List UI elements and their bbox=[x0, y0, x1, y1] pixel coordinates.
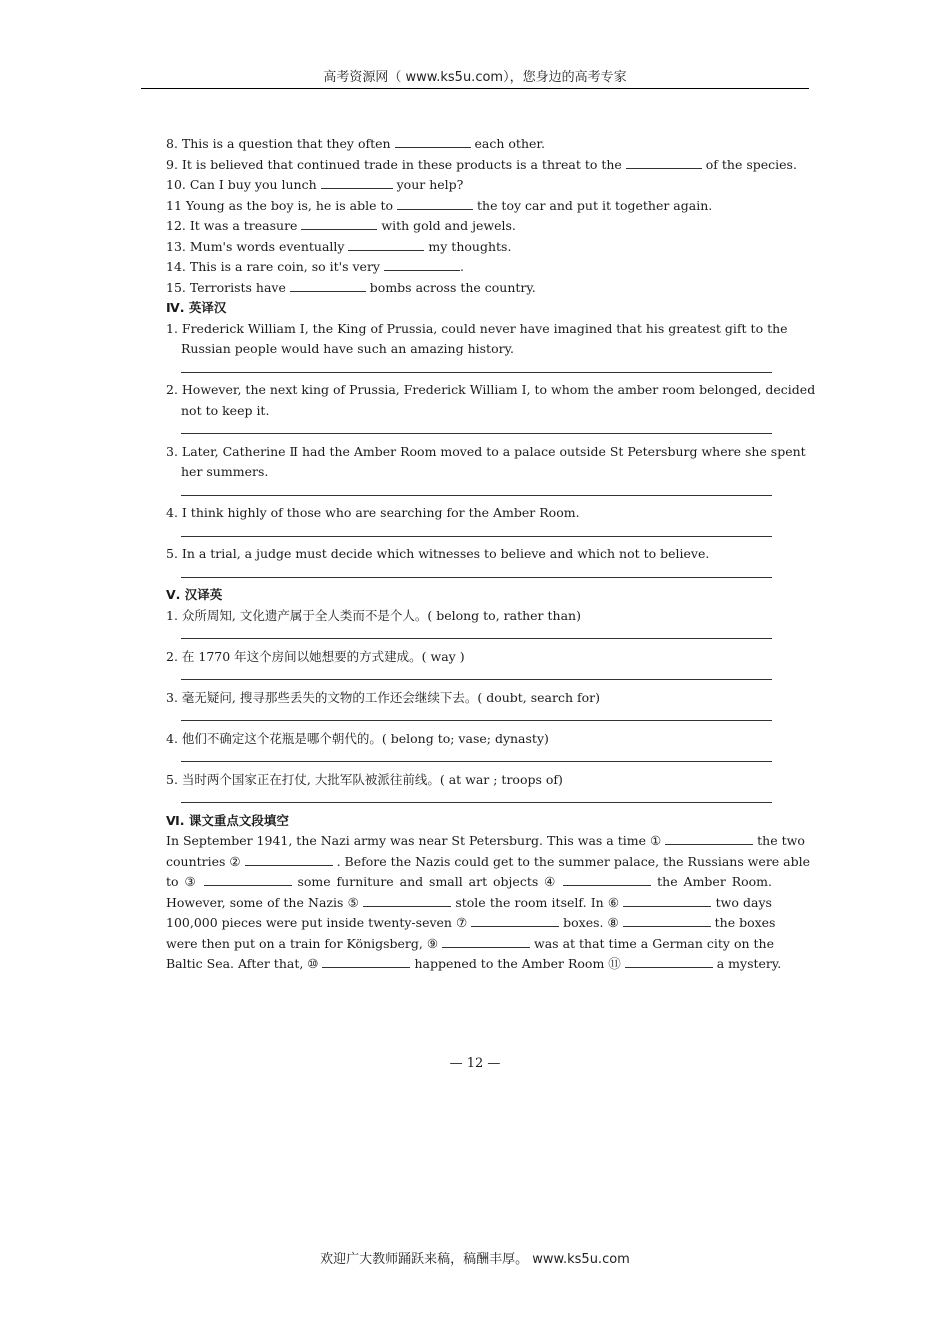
answer-blank[interactable] bbox=[384, 257, 460, 271]
passage-line bbox=[166, 913, 776, 934]
question-9: 9. It is believed that continued trade in these products is a threat to the of the species. bbox=[166, 156, 797, 172]
passage-blank[interactable] bbox=[245, 852, 333, 866]
translation-item: 4. I think highly of those who are searching for the Amber Room. bbox=[166, 505, 580, 520]
answer-line[interactable] bbox=[166, 626, 772, 647]
question-15: 15. Terrorists have bombs across the country. bbox=[166, 279, 536, 295]
question-10: 10. Can I buy you lunch your help? bbox=[166, 177, 464, 192]
translation-item: 2. 在 1770 年这个房间以她想要的方式建成。( way ) bbox=[166, 648, 465, 664]
answer-line[interactable] bbox=[166, 667, 772, 688]
question-14: 14. This is a rare coin, so it's very . bbox=[166, 259, 464, 274]
answer-blank[interactable] bbox=[321, 175, 393, 189]
translation-item: 4. 他们不确定这个花瓶是哪个朝代的。( belong to; vase; dynasty) bbox=[166, 730, 549, 746]
passage-text: the Amber Room. bbox=[657, 874, 772, 889]
answer-blank[interactable] bbox=[395, 134, 471, 148]
answer-line[interactable] bbox=[166, 749, 772, 770]
passage-blank[interactable] bbox=[322, 954, 410, 968]
passage-blank[interactable] bbox=[471, 913, 559, 927]
answer-line[interactable] bbox=[166, 565, 772, 586]
passage-blank[interactable] bbox=[623, 893, 711, 907]
passage-text: countries ② bbox=[166, 853, 241, 869]
question-12: 12. It was a treasure with gold and jewels. bbox=[166, 218, 516, 233]
answer-line[interactable] bbox=[166, 708, 772, 729]
passage-text: the boxes bbox=[714, 915, 776, 930]
answer-blank[interactable] bbox=[301, 216, 377, 230]
translation-item: 1. 众所周知, 文化遗产属于全人类而不是个人。( belong to, rather than) bbox=[166, 607, 581, 623]
passage-fill-section bbox=[166, 811, 811, 975]
answer-blank[interactable] bbox=[290, 278, 366, 292]
page-header: 高考资源网（ www.ks5u.com），您身边的高考专家 bbox=[323, 70, 627, 85]
translation-item: 2. However, the next king of Prussia, Frederick William I, to whom the amber room belonged, decided bbox=[166, 382, 816, 397]
question-8: 8. This is a question that they often each other. bbox=[166, 136, 545, 151]
translation-item-cont: not to keep it. bbox=[181, 402, 270, 418]
passage-line bbox=[166, 872, 772, 893]
answer-blank[interactable] bbox=[397, 196, 473, 210]
answer-line[interactable] bbox=[166, 421, 772, 442]
fill-in-section bbox=[166, 134, 797, 298]
passage-paragraph bbox=[166, 831, 811, 975]
passage-blank[interactable] bbox=[442, 934, 530, 948]
header-rule bbox=[141, 88, 809, 89]
chinese-to-english-section bbox=[166, 585, 772, 811]
translation-item: 1. Frederick William I, the King of Prussia, could never have imagined that his greatest gift to the bbox=[166, 320, 788, 336]
passage-blank[interactable] bbox=[625, 954, 713, 968]
passage-blank[interactable] bbox=[204, 872, 292, 886]
passage-line bbox=[166, 852, 811, 873]
passage-text: . Before the Nazis could get to the summer palace, the Russians were able bbox=[336, 853, 811, 869]
passage-text: was at that time a German city on the bbox=[534, 935, 774, 951]
answer-blank[interactable] bbox=[626, 155, 702, 169]
answer-line[interactable] bbox=[166, 524, 772, 545]
passage-blank[interactable] bbox=[623, 913, 711, 927]
translation-item-cont: Russian people would have such an amazing history. bbox=[181, 341, 514, 356]
section-title: Ⅵ. 课文重点文段填空 bbox=[166, 812, 289, 828]
translation-item: 5. 当时两个国家正在打仗, 大批军队被派往前线。( at war ; troops of) bbox=[166, 771, 563, 787]
passage-text: a mystery. bbox=[716, 956, 782, 971]
passage-text: boxes. ⑧ bbox=[563, 915, 619, 930]
passage-text: stole the room itself. In ⑥ bbox=[455, 894, 620, 910]
translation-item: 5. In a trial, a judge must decide which witnesses to believe and which not to believe. bbox=[166, 546, 710, 561]
answer-blank[interactable] bbox=[348, 237, 424, 251]
passage-blank[interactable] bbox=[563, 872, 651, 886]
passage-text: the two bbox=[757, 833, 805, 848]
answer-line[interactable] bbox=[166, 483, 772, 504]
passage-text: However, some of the Nazis ⑤ bbox=[166, 894, 359, 910]
passage-text: In September 1941, the Nazi army was near St Petersburg. This was a time ① bbox=[166, 833, 662, 848]
passage-text: two days bbox=[715, 894, 772, 910]
passage-line bbox=[166, 831, 805, 852]
passage-line bbox=[166, 893, 772, 914]
passage-text: Baltic Sea. After that, ⑩ bbox=[166, 956, 319, 971]
question-13: 13. Mum's words eventually my thoughts. bbox=[166, 238, 512, 254]
passage-line bbox=[166, 954, 782, 975]
translation-item: 3. 毫无疑问, 搜寻那些丢失的文物的工作还会继续下去。( doubt, search for) bbox=[166, 689, 601, 705]
passage-blank[interactable] bbox=[665, 831, 753, 845]
translation-item-cont: her summers. bbox=[181, 464, 269, 479]
translation-item: 3. Later, Catherine Ⅱ had the Amber Room moved to a palace outside St Petersburg where she spent bbox=[166, 443, 806, 459]
page-footer: 欢迎广大教师踊跃来稿，稿酬丰厚。 www.ks5u.com bbox=[320, 1252, 630, 1267]
section-title: Ⅳ. 英译汉 bbox=[166, 300, 227, 315]
passage-line bbox=[166, 934, 772, 955]
passage-text: 100,000 pieces were put inside twenty-seven ⑦ bbox=[166, 915, 468, 930]
answer-line[interactable] bbox=[166, 360, 772, 381]
worksheet-content bbox=[166, 134, 816, 975]
page-number: — 12 — bbox=[449, 1056, 501, 1071]
section-title: Ⅴ. 汉译英 bbox=[166, 587, 223, 602]
passage-text: happened to the Amber Room ⑪ bbox=[414, 956, 621, 971]
passage-text: were then put on a train for Königsberg, ⑨ bbox=[166, 935, 439, 951]
answer-line[interactable] bbox=[166, 790, 772, 811]
passage-blank[interactable] bbox=[363, 893, 451, 907]
english-to-chinese-section bbox=[166, 298, 816, 585]
passage-text: some furniture and small art objects ④ bbox=[297, 874, 558, 889]
passage-text: to ③ bbox=[166, 874, 198, 889]
question-11: 11 Young as the boy is, he is able to the toy car and put it together again. bbox=[166, 197, 713, 213]
